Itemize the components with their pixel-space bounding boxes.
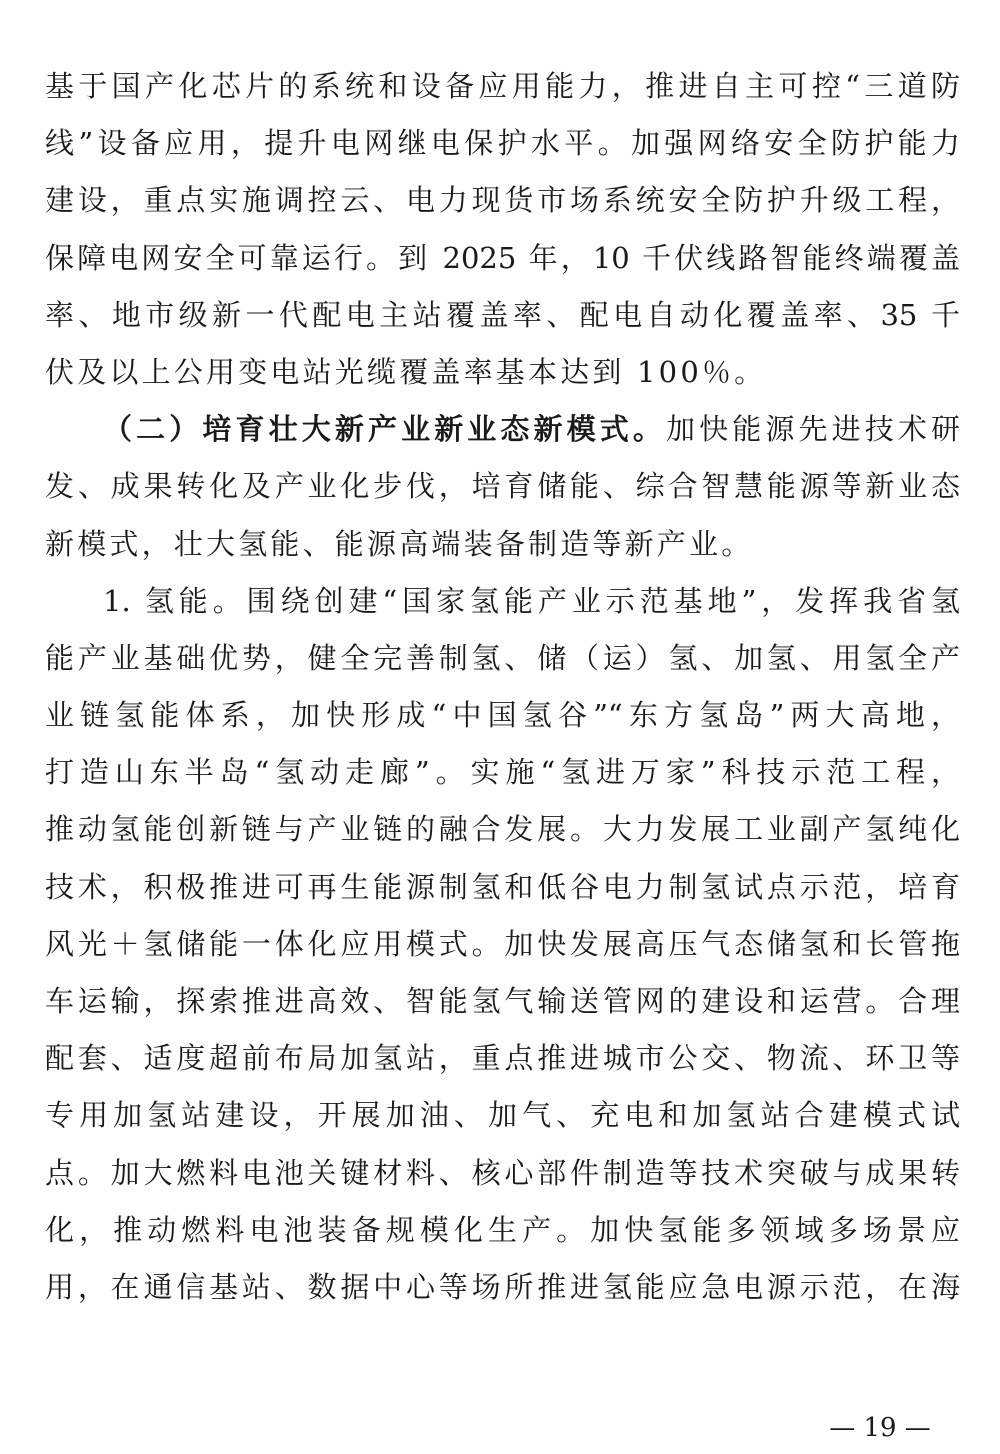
text-line: 保障电网安全可靠运行。到 2025 年，10 千伏线路智能终端覆盖 (45, 240, 960, 275)
page-footer (0, 1410, 1000, 1446)
text-line: 化，推动燃料电池装备规模化生产。加快氢能多领域多场景应 (45, 1212, 960, 1247)
section-heading-line (45, 401, 960, 458)
text-line: 1. 氢能。围绕创建“国家氢能产业示范基地”，发挥我省氢 (103, 583, 960, 618)
text-line: 业链氢能体系，加快形成“中国氢谷”“东方氢岛”两大高地， (45, 698, 960, 733)
body-text (45, 58, 960, 1316)
section-heading: （二）培育壮大新产业新业态新模式。 (103, 412, 667, 447)
text-line: 新模式，壮大氢能、能源高端装备制造等新产业。 (45, 526, 754, 561)
text-line: 建设，重点实施调控云、电力现货市场系统安全防护升级工程， (45, 183, 960, 218)
text-line: 配套、适度超前布局加氢站，重点推进城市公交、物流、环卫等 (45, 1041, 960, 1076)
text-line: 点。加大燃料电池关键材料、核心部件制造等技术突破与成果转 (45, 1155, 960, 1190)
text-line: 风光＋氢储能一体化应用模式。加快发展高压气态储氢和长管拖 (45, 926, 960, 961)
text-span: 加快能源先进技术研 (666, 412, 960, 447)
text-line: 发、成果转化及产业化步伐，培育储能、综合智慧能源等新业态 (45, 469, 960, 504)
text-line: 打造山东半岛“氢动走廊”。实施“氢进万家”科技示范工程， (45, 755, 960, 790)
text-line: 推动氢能创新链与产业链的融合发展。大力发展工业副产氢纯化 (45, 812, 960, 847)
text-line: 技术，积极推进可再生能源制氢和低谷电力制氢试点示范，培育 (45, 869, 960, 904)
text-line: 线”设备应用，提升电网继电保护水平。加强网络安全防护能力 (45, 126, 960, 161)
text-line: 能产业基础优势，健全完善制氢、储（运）氢、加氢、用氢全产 (45, 640, 960, 675)
text-line: 伏及以上公用变电站光缆覆盖率基本达到 100％。 (45, 354, 767, 389)
text-line: 车运输，探索推进高效、智能氢气输送管网的建设和运营。合理 (45, 984, 960, 1018)
text-line: 专用加氢站建设，开展加油、加气、充电和加氢站合建模式试 (45, 1098, 960, 1133)
text-line: 率、地市级新一代配电主站覆盖率、配电自动化覆盖率、35 千 (45, 297, 960, 332)
text-line: 基于国产化芯片的系统和设备应用能力，推进自主可控“三道防 (45, 69, 960, 103)
text-line: 用，在通信基站、数据中心等场所推进氢能应急电源示范，在海 (45, 1269, 960, 1304)
page-number: — 19 — (829, 1413, 931, 1443)
